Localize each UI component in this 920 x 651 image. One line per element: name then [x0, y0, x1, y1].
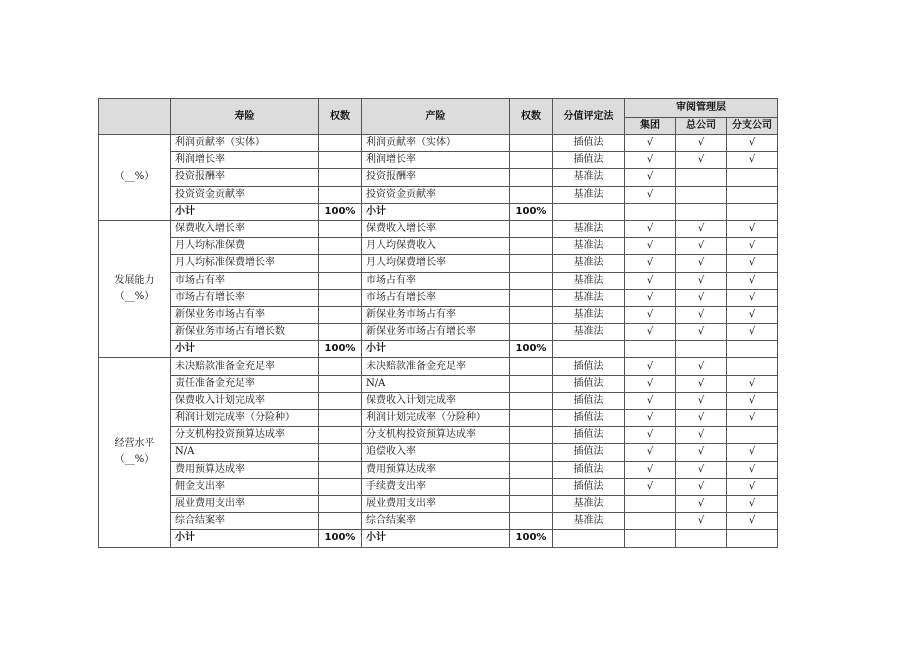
empty-cell	[727, 530, 778, 547]
property-metric: 利润增长率	[362, 152, 510, 169]
table-row	[99, 272, 778, 289]
group-check: √	[625, 444, 676, 461]
life-metric: 保费收入计划完成率	[171, 392, 319, 409]
property-metric: 月人均保费增长率	[362, 255, 510, 272]
header-corner	[99, 99, 171, 135]
life-metric: 投资资金贡献率	[171, 186, 319, 203]
group-check: √	[625, 255, 676, 272]
life-weight	[319, 152, 362, 169]
life-weight	[319, 272, 362, 289]
table-body	[99, 135, 778, 548]
life-weight	[319, 169, 362, 186]
scoring-method: 基准法	[553, 513, 625, 530]
head-office-check: √	[676, 478, 727, 495]
subtotal-label: 小计	[171, 530, 319, 547]
head-office-check: √	[676, 220, 727, 237]
property-metric: 保费收入计划完成率	[362, 392, 510, 409]
section-name	[99, 135, 171, 221]
group-check	[625, 513, 676, 530]
branch-check: √	[727, 324, 778, 341]
table-row	[99, 358, 778, 375]
table-row	[99, 306, 778, 323]
table-row	[99, 444, 778, 461]
branch-check: √	[727, 392, 778, 409]
life-metric: 市场占有增长率	[171, 289, 319, 306]
property-weight	[510, 427, 553, 444]
life-metric: 投资报酬率	[171, 169, 319, 186]
header-method: 分值评定法	[553, 99, 625, 135]
property-weight	[510, 255, 553, 272]
life-metric: 新保业务市场占有率	[171, 306, 319, 323]
subtotal-weight-2: 100%	[510, 530, 553, 547]
property-metric: 综合结案率	[362, 513, 510, 530]
scoring-method: 插值法	[553, 358, 625, 375]
scoring-method: 基准法	[553, 186, 625, 203]
property-metric: 利润贡献率（实体）	[362, 135, 510, 152]
group-check: √	[625, 135, 676, 152]
life-metric: 利润计划完成率（分险种）	[171, 410, 319, 427]
life-weight	[319, 375, 362, 392]
table-header	[99, 99, 778, 135]
head-office-check: √	[676, 375, 727, 392]
scoring-method: 基准法	[553, 324, 625, 341]
scoring-method: 插值法	[553, 135, 625, 152]
property-weight	[510, 375, 553, 392]
group-check: √	[625, 375, 676, 392]
group-check: √	[625, 392, 676, 409]
head-office-check: √	[676, 410, 727, 427]
header-property: 产险	[362, 99, 510, 135]
property-metric: 未决赔款准备金充足率	[362, 358, 510, 375]
head-office-check	[676, 186, 727, 203]
property-metric: N/A	[362, 375, 510, 392]
property-weight	[510, 186, 553, 203]
group-check: √	[625, 152, 676, 169]
table-row	[99, 427, 778, 444]
table-row	[99, 169, 778, 186]
branch-check: √	[727, 255, 778, 272]
table-row	[99, 152, 778, 169]
table-row	[99, 135, 778, 152]
table-row	[99, 410, 778, 427]
group-check: √	[625, 410, 676, 427]
scoring-method: 插值法	[553, 410, 625, 427]
head-office-check: √	[676, 324, 727, 341]
scoring-method: 插值法	[553, 392, 625, 409]
group-check	[625, 495, 676, 512]
empty-cell	[676, 203, 727, 220]
subtotal-label-2: 小计	[362, 203, 510, 220]
table-row	[99, 461, 778, 478]
life-weight	[319, 513, 362, 530]
group-check: √	[625, 427, 676, 444]
table-row	[99, 255, 778, 272]
empty-cell	[676, 341, 727, 358]
subtotal-weight: 100%	[319, 341, 362, 358]
property-metric: 新保业务市场占有率	[362, 306, 510, 323]
property-metric: 市场占有增长率	[362, 289, 510, 306]
property-metric: 展业费用支出率	[362, 495, 510, 512]
life-weight	[319, 444, 362, 461]
section-name-line: （__%）	[114, 171, 155, 183]
branch-check: √	[727, 152, 778, 169]
subtotal-weight-2: 100%	[510, 341, 553, 358]
property-weight	[510, 135, 553, 152]
table-row	[99, 478, 778, 495]
life-weight	[319, 306, 362, 323]
property-metric: 市场占有率	[362, 272, 510, 289]
property-weight	[510, 392, 553, 409]
property-weight	[510, 289, 553, 306]
scoring-method: 基准法	[553, 169, 625, 186]
life-weight	[319, 495, 362, 512]
table-row	[99, 186, 778, 203]
scoring-method: 插值法	[553, 478, 625, 495]
property-weight	[510, 169, 553, 186]
branch-check: √	[727, 238, 778, 255]
property-weight	[510, 220, 553, 237]
empty-cell	[727, 341, 778, 358]
branch-check	[727, 427, 778, 444]
subtotal-label-2: 小计	[362, 341, 510, 358]
branch-check: √	[727, 306, 778, 323]
scoring-method: 基准法	[553, 255, 625, 272]
subtotal-label: 小计	[171, 341, 319, 358]
scoring-method: 基准法	[553, 238, 625, 255]
head-office-check: √	[676, 255, 727, 272]
head-office-check: √	[676, 238, 727, 255]
head-office-check: √	[676, 358, 727, 375]
group-check: √	[625, 272, 676, 289]
life-weight	[319, 135, 362, 152]
group-check: √	[625, 186, 676, 203]
head-office-check: √	[676, 513, 727, 530]
group-check: √	[625, 289, 676, 306]
subtotal-weight: 100%	[319, 530, 362, 547]
subtotal-row	[99, 341, 778, 358]
empty-cell	[553, 341, 625, 358]
branch-check: √	[727, 444, 778, 461]
group-check: √	[625, 324, 676, 341]
table-row	[99, 289, 778, 306]
property-metric: 新保业务市场占有增长率	[362, 324, 510, 341]
branch-check: √	[727, 410, 778, 427]
header-life: 寿险	[171, 99, 319, 135]
head-office-check: √	[676, 272, 727, 289]
life-weight	[319, 289, 362, 306]
empty-cell	[727, 203, 778, 220]
table-row	[99, 238, 778, 255]
head-office-check: √	[676, 461, 727, 478]
head-office-check: √	[676, 444, 727, 461]
group-check: √	[625, 306, 676, 323]
life-weight	[319, 392, 362, 409]
life-weight	[319, 461, 362, 478]
branch-check: √	[727, 513, 778, 530]
branch-check: √	[727, 289, 778, 306]
life-weight	[319, 478, 362, 495]
subtotal-label: 小计	[171, 203, 319, 220]
life-metric: 未决赔款准备金充足率	[171, 358, 319, 375]
property-weight	[510, 358, 553, 375]
property-metric: 保费收入增长率	[362, 220, 510, 237]
life-metric: 费用预算达成率	[171, 461, 319, 478]
head-office-check: √	[676, 289, 727, 306]
head-office-check: √	[676, 427, 727, 444]
property-weight	[510, 410, 553, 427]
group-check: √	[625, 478, 676, 495]
group-check: √	[625, 238, 676, 255]
group-check: √	[625, 169, 676, 186]
section-name-line: 发展能力	[114, 275, 155, 287]
evaluation-table	[98, 98, 778, 548]
life-metric: 利润贡献率（实体）	[171, 135, 319, 152]
property-weight	[510, 513, 553, 530]
property-metric: 分支机构投资预算达成率	[362, 427, 510, 444]
empty-cell	[625, 530, 676, 547]
life-weight	[319, 186, 362, 203]
head-office-check	[676, 169, 727, 186]
section-name	[99, 358, 171, 547]
property-metric: 投资报酬率	[362, 169, 510, 186]
empty-cell	[676, 530, 727, 547]
life-metric: 展业费用支出率	[171, 495, 319, 512]
branch-check: √	[727, 495, 778, 512]
head-office-check: √	[676, 306, 727, 323]
property-weight	[510, 495, 553, 512]
header-weight-2: 权数	[510, 99, 553, 135]
empty-cell	[553, 203, 625, 220]
life-weight	[319, 220, 362, 237]
scoring-method: 插值法	[553, 375, 625, 392]
section-name-line: （__%）	[114, 291, 155, 303]
section-name-line: （__%）	[114, 454, 155, 466]
table-row	[99, 513, 778, 530]
life-metric: 保费收入增长率	[171, 220, 319, 237]
subtotal-weight-2: 100%	[510, 203, 553, 220]
life-metric: 月人均标准保费	[171, 238, 319, 255]
branch-check: √	[727, 375, 778, 392]
life-weight	[319, 410, 362, 427]
branch-check: √	[727, 272, 778, 289]
scoring-method: 基准法	[553, 272, 625, 289]
property-weight	[510, 238, 553, 255]
head-office-check: √	[676, 135, 727, 152]
group-check: √	[625, 358, 676, 375]
life-weight	[319, 255, 362, 272]
table-row	[99, 392, 778, 409]
life-weight	[319, 427, 362, 444]
header-review: 审阅管理层	[625, 99, 778, 118]
branch-check	[727, 186, 778, 203]
life-metric: 市场占有率	[171, 272, 319, 289]
group-check: √	[625, 220, 676, 237]
head-office-check: √	[676, 152, 727, 169]
scoring-method: 插值法	[553, 444, 625, 461]
section-name	[99, 220, 171, 358]
life-metric: 新保业务市场占有增长数	[171, 324, 319, 341]
branch-check: √	[727, 135, 778, 152]
property-weight	[510, 152, 553, 169]
life-weight	[319, 358, 362, 375]
property-metric: 投资资金贡献率	[362, 186, 510, 203]
header-branch: 分支公司	[727, 118, 778, 135]
property-weight	[510, 444, 553, 461]
scoring-method: 插值法	[553, 427, 625, 444]
scoring-method: 插值法	[553, 152, 625, 169]
life-weight	[319, 238, 362, 255]
scoring-method: 基准法	[553, 495, 625, 512]
life-metric: N/A	[171, 444, 319, 461]
branch-check: √	[727, 461, 778, 478]
table-row	[99, 220, 778, 237]
header-weight: 权数	[319, 99, 362, 135]
header-group: 集团	[625, 118, 676, 135]
property-weight	[510, 478, 553, 495]
property-metric: 月人均保费收入	[362, 238, 510, 255]
section-name-line: 经营水平	[114, 438, 155, 450]
property-weight	[510, 461, 553, 478]
property-weight	[510, 272, 553, 289]
subtotal-row	[99, 530, 778, 547]
head-office-check: √	[676, 392, 727, 409]
empty-cell	[553, 530, 625, 547]
group-check: √	[625, 461, 676, 478]
branch-check: √	[727, 478, 778, 495]
life-metric: 佣金支出率	[171, 478, 319, 495]
life-metric: 责任准备金充足率	[171, 375, 319, 392]
life-metric: 利润增长率	[171, 152, 319, 169]
table-row	[99, 324, 778, 341]
branch-check	[727, 169, 778, 186]
scoring-method: 基准法	[553, 306, 625, 323]
scoring-method: 基准法	[553, 220, 625, 237]
property-metric: 追偿收入率	[362, 444, 510, 461]
property-metric: 费用预算达成率	[362, 461, 510, 478]
scoring-method: 插值法	[553, 461, 625, 478]
empty-cell	[625, 341, 676, 358]
life-metric: 月人均标准保费增长率	[171, 255, 319, 272]
life-metric: 分支机构投资预算达成率	[171, 427, 319, 444]
property-metric: 手续费支出率	[362, 478, 510, 495]
subtotal-weight: 100%	[319, 203, 362, 220]
life-metric: 综合结案率	[171, 513, 319, 530]
property-weight	[510, 324, 553, 341]
table-row	[99, 495, 778, 512]
branch-check	[727, 358, 778, 375]
table-row	[99, 375, 778, 392]
property-weight	[510, 306, 553, 323]
subtotal-label-2: 小计	[362, 530, 510, 547]
empty-cell	[625, 203, 676, 220]
life-weight	[319, 324, 362, 341]
head-office-check: √	[676, 495, 727, 512]
header-head-office: 总公司	[676, 118, 727, 135]
scoring-method: 基准法	[553, 289, 625, 306]
branch-check: √	[727, 220, 778, 237]
subtotal-row	[99, 203, 778, 220]
property-metric: 利润计划完成率（分险种）	[362, 410, 510, 427]
